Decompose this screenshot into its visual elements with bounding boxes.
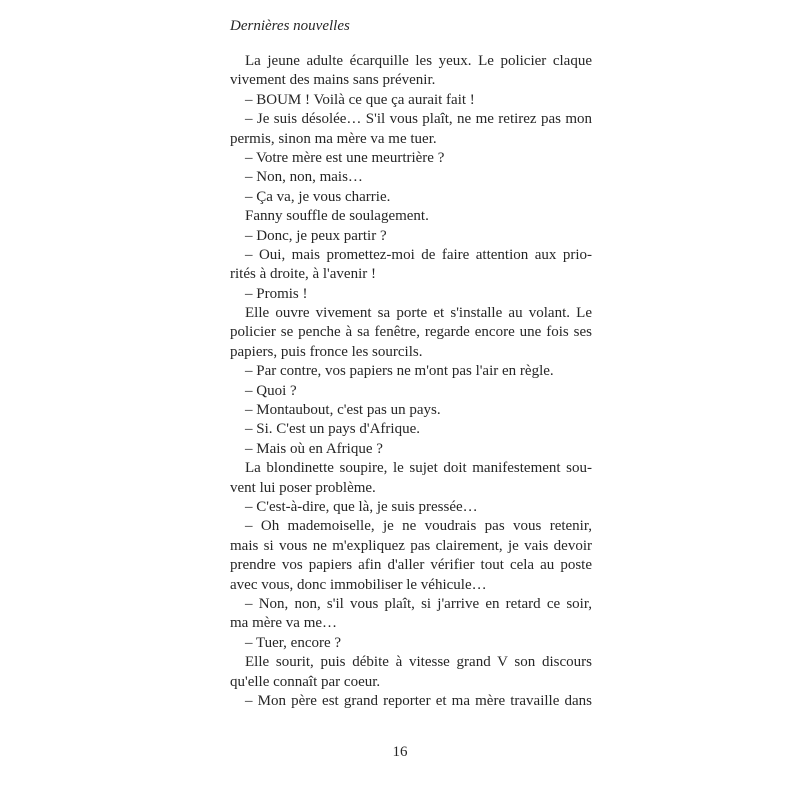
text-line: permis, sinon ma mère va me tuer. <box>230 130 437 147</box>
running-title: Dernières nouvelles <box>230 18 350 34</box>
text-line: – Par contre, vos papiers ne m'ont pas l'air en règle. <box>245 363 554 380</box>
text-line: prendre vos papiers afin d'aller vérifier tout cela au poste <box>230 557 592 574</box>
text-line: – Non, non, mais… <box>245 169 363 186</box>
text-line: – Si. C'est un pays d'Afrique. <box>245 421 420 438</box>
text-line: vent lui poser problème. <box>230 479 376 496</box>
page-number: 16 <box>392 744 408 760</box>
text-line: – BOUM ! Voilà ce que ça aurait fait ! <box>245 91 475 108</box>
text-line: Elle sourit, puis débite à vitesse grand V son discours <box>245 654 592 671</box>
text-line: – C'est-à-dire, que là, je suis pressée… <box>245 498 478 515</box>
text-line: qu'elle connaît par coeur. <box>230 673 381 690</box>
text-line: La jeune adulte écarquille les yeux. Le policier claque <box>245 53 592 69</box>
text-line: – Mais où en Afrique ? <box>245 440 383 457</box>
text-line: – Montaubout, c'est pas un pays. <box>245 402 441 419</box>
text-line: vivement des mains sans prévenir. <box>230 72 436 89</box>
text-line: Fanny souffle de soulagement. <box>245 208 429 225</box>
text-line: papiers, puis fronce les sourcils. <box>230 343 423 360</box>
text-line: La blondinette soupire, le sujet doit manifestement sou- <box>245 460 592 477</box>
text-line: – Oui, mais promettez-moi de faire attention aux prio- <box>245 246 592 263</box>
text-line: – Oh mademoiselle, je ne voudrais pas vous retenir, <box>245 518 592 535</box>
text-line: policier se penche à sa fenêtre, regarde encore une fois ses <box>230 324 592 341</box>
text-line: – Je suis désolée… S'il vous plaît, ne me retirez pas mon <box>245 111 592 128</box>
text-line: Elle ouvre vivement sa porte et s'installe au volant. Le <box>245 305 592 322</box>
text-line: avec vous, donc immobiliser le véhicule… <box>230 576 487 593</box>
text-line: – Quoi ? <box>245 382 297 399</box>
text-line: – Tuer, encore ? <box>245 634 342 651</box>
text-line: mais si vous ne m'expliquez pas clairement, je vais devoir <box>230 537 592 554</box>
text-line: – Non, non, s'il vous plaît, si j'arrive en retard ce soir, <box>245 595 592 612</box>
text-line: – Ça va, je vous charrie. <box>245 188 391 205</box>
text-line: – Donc, je peux partir ? <box>245 227 387 244</box>
text-line: – Votre mère est une meurtrière ? <box>245 149 445 166</box>
text-line: ma mère va me… <box>230 615 338 632</box>
text-line: – Promis ! <box>245 285 308 302</box>
text-line: rités à droite, à l'avenir ! <box>230 266 376 283</box>
body-text <box>230 52 592 711</box>
text-line: – Mon père est grand reporter et ma mère travaille dans <box>245 692 592 709</box>
